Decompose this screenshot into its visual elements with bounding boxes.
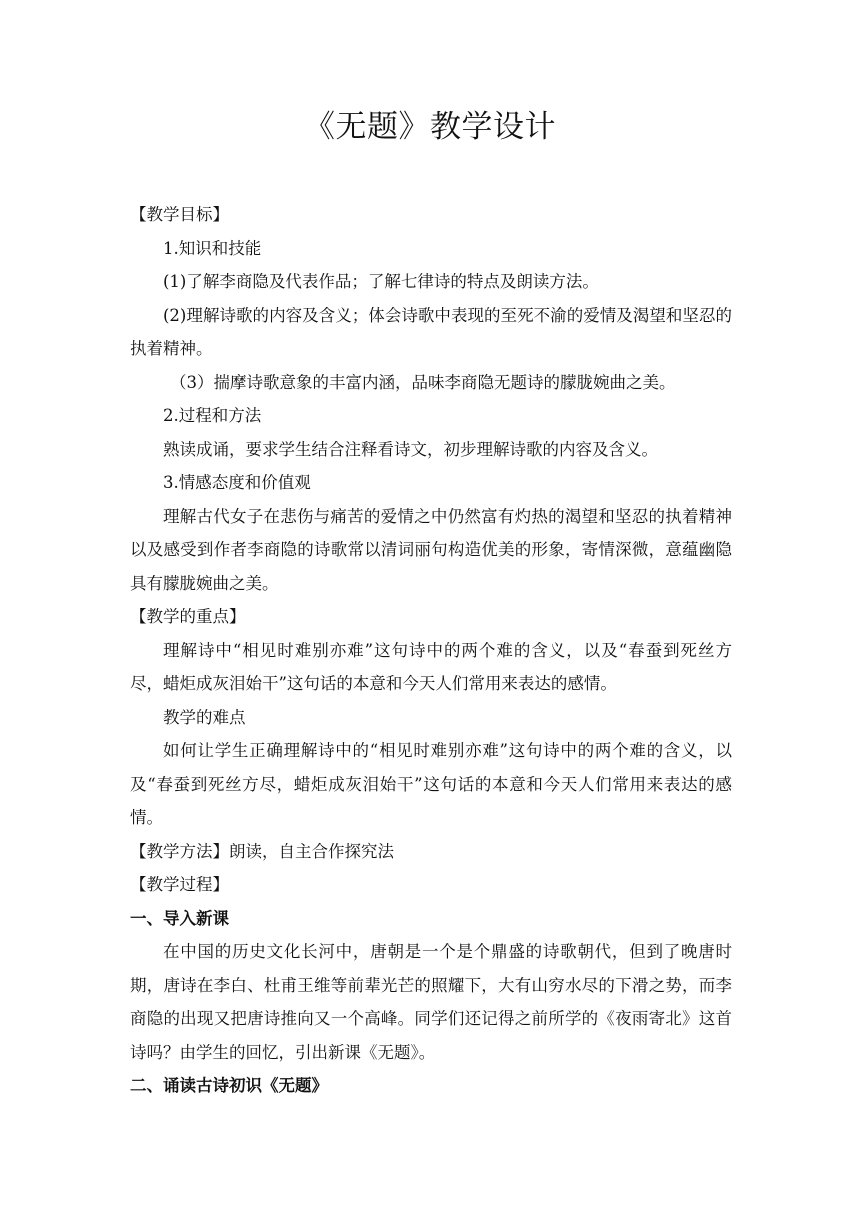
key-points-heading: 【教学的重点】	[130, 607, 246, 626]
procedure-heading: 【教学过程】	[130, 875, 229, 894]
process-text: 熟读成诵，要求学生结合注释看诗文，初步理解诗歌的内容及含义。	[163, 439, 658, 459]
process-heading: 2.过程和方法	[163, 406, 262, 425]
document-title: 《无题》教学设计	[304, 109, 556, 145]
difficulty-heading: 教学的难点	[163, 707, 246, 727]
part-one-text: 在中国的历史文化长河中，唐朝是一个是个鼎盛的诗歌朝代，但到了晚唐时期，唐诗在李白、杜甫王维等前辈光芒的照耀下，大有山穷水尽的下滑之势，而李商隐的出现又把唐诗推向又一个高峰。同学们还记得之前所学的《夜雨寄北》这首诗吗？由学生的回忆，引出新课《无题》。	[130, 942, 732, 1062]
teaching-method-line: 【教学方法】朗读，自主合作探究法	[130, 841, 394, 861]
key-points-text: 理解诗中“相见时难别亦难”这句诗中的两个难的含义，以及“春蚕到死丝方尽，蜡炬成灰泪始干”这句话的本意和今天人们常用来表达的感情。	[130, 640, 732, 693]
emotion-text: 理解古代女子在悲伤与痛苦的爱情之中仍然富有灼热的渴望和坚忍的执着精神以及感受到作者李商隐的诗歌常以清词丽句构造优美的形象，寄情深微，意蕴幽隐具有朦胧婉曲之美。	[130, 506, 732, 593]
knowledge-item-1: (1)了解李商隐及代表作品；了解七律诗的特点及朗读方法。	[163, 272, 599, 291]
knowledge-item-2: (2)理解诗歌的内容及含义；体会诗歌中表现的至死不渝的爱情及渴望和坚忍的执着精神。	[130, 305, 732, 358]
knowledge-item-3: （3）揣摩诗歌意象的丰富内涵，品味李商隐无题诗的朦胧婉曲之美。	[170, 372, 676, 392]
difficulty-text: 如何让学生正确理解诗中的“相见时难别亦难”这句诗中的两个难的含义，以及“春蚕到死丝方尽，蜡炬成灰泪始干”这句话的本意和今天人们常用来表达的感情。	[130, 741, 732, 827]
part-one-heading: 一、导入新课	[130, 908, 229, 928]
emotion-heading: 3.情感态度和价值观	[163, 473, 311, 492]
document-body	[130, 198, 732, 1103]
knowledge-heading: 1.知识和技能	[163, 238, 262, 258]
part-two-heading: 二、诵读古诗初识《无题》	[130, 1076, 328, 1095]
goals-heading: 【教学目标】	[130, 205, 229, 224]
